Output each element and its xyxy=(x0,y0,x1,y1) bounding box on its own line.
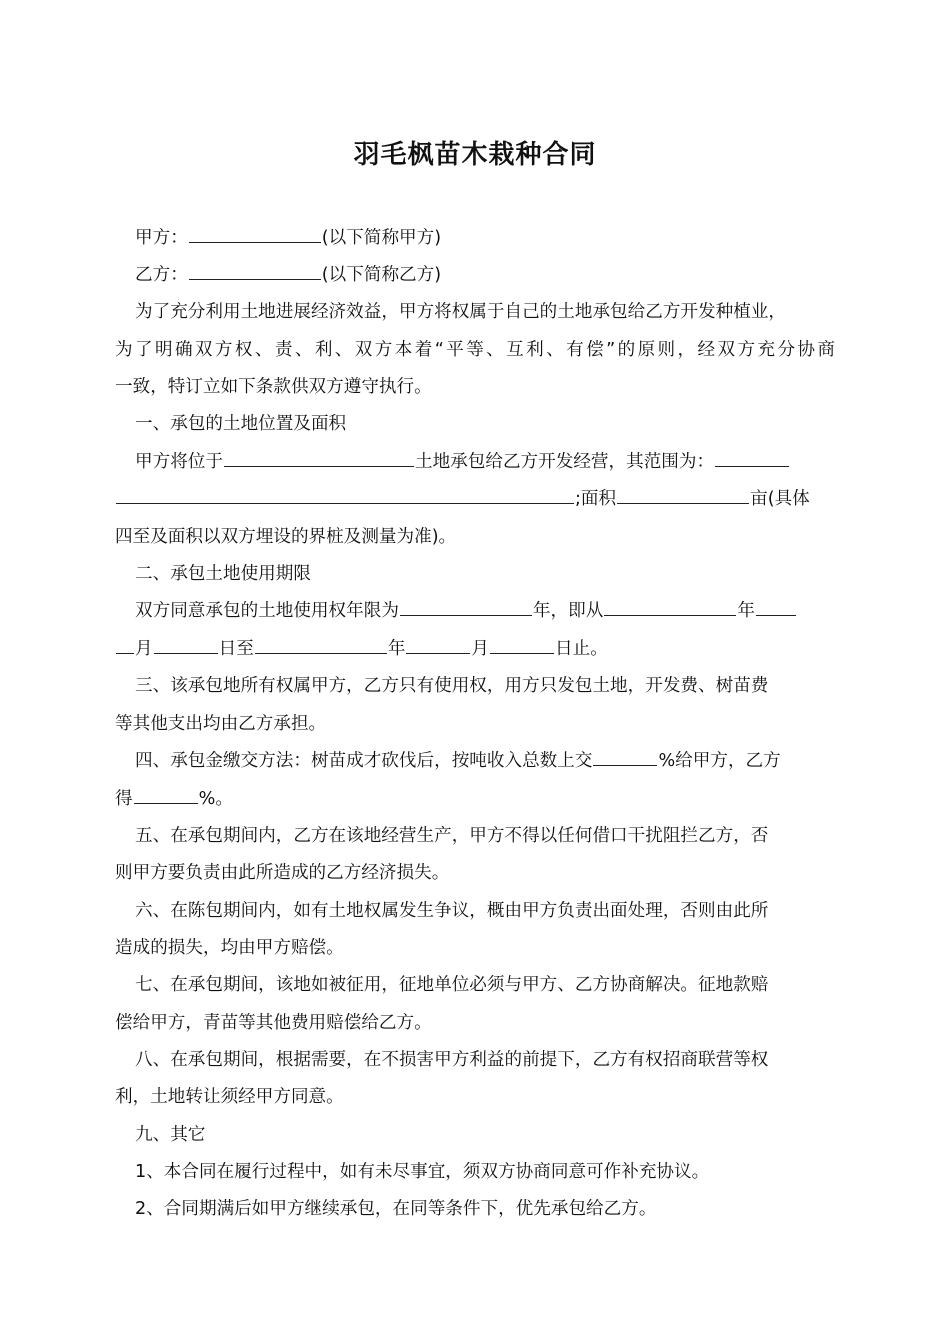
party-a-share-label: %给甲方，乙方 xyxy=(658,751,781,771)
start-year-blank xyxy=(604,597,736,616)
party-a-line xyxy=(135,223,855,253)
location-line xyxy=(135,447,855,477)
start-month-blank-continued xyxy=(116,635,134,654)
scope-blank-start xyxy=(715,448,789,467)
section-7-line-1: 七、在承包期间，该地如被征用，征地单位必须与甲方、乙方协商解决。征地款赔 xyxy=(135,975,769,995)
location-blank xyxy=(224,448,414,467)
preamble-line-3: 一致，特订立如下条款供双方遵守执行。 xyxy=(115,377,432,397)
boundary-line: 四至及面积以双方埋设的界桩及测量为准)。 xyxy=(115,527,457,547)
area-blank xyxy=(617,485,749,504)
start-day-label: 日至 xyxy=(218,639,254,659)
section-8-line-2: 利，土地转让须经甲方同意。 xyxy=(115,1087,344,1107)
section-6-line-2: 造成的损失，均由甲方赔偿。 xyxy=(115,938,344,958)
section-9-heading: 九、其它 xyxy=(135,1125,206,1145)
party-b-note: (以下简称乙方) xyxy=(321,265,442,285)
section-4-line-2 xyxy=(115,784,835,814)
other-clause-2: 2、合同期满后如甲方继续承包，在同等条件下，优先承包给乙方。 xyxy=(135,1199,657,1219)
area-line xyxy=(115,484,835,514)
area-label: ;面积 xyxy=(575,489,617,509)
payment-method-text: 四、承包金缴交方法：树苗成才砍伐后，按吨收入总数上交 xyxy=(135,751,593,771)
section-5-line-1: 五、在承包期间内，乙方在该地经营生产，甲方不得以任何借口干扰阻拦乙方，否 xyxy=(135,826,769,846)
section-7-line-2: 偿给甲方，青苗等其他费用赔偿给乙方。 xyxy=(115,1013,432,1033)
scope-blank-continued xyxy=(116,485,574,504)
section-5-line-2: 则甲方要负责由此所造成的乙方经济损失。 xyxy=(115,863,450,883)
start-year-label: 年 xyxy=(737,601,755,621)
party-b-blank xyxy=(189,261,321,280)
end-month-blank xyxy=(406,635,470,654)
location-label: 甲方将位于 xyxy=(135,452,223,472)
term-years-blank xyxy=(400,597,532,616)
term-from-label: 年，即从 xyxy=(532,601,604,621)
party-a-label: 甲方： xyxy=(135,228,188,248)
section-8-line-1: 八、在承包期间，根据需要，在不损害甲方利益的前提下，乙方有权招商联营等权 xyxy=(135,1050,769,1070)
party-b-share-label: %。 xyxy=(198,789,233,809)
section-1-heading: 一、承包的土地位置及面积 xyxy=(135,414,347,434)
party-b-line xyxy=(135,260,855,290)
other-clause-1: 1、本合同在履行过程中，如有未尽事宜，须双方协商同意可作补充协议。 xyxy=(135,1162,710,1182)
party-a-share-blank xyxy=(593,747,657,766)
party-b-share-blank xyxy=(134,785,198,804)
preamble-line-2: 为了明确双方权、责、利、双方本着“平等、互利、有偿”的原则，经双方充分协商 xyxy=(115,340,835,360)
area-unit: 亩(具体 xyxy=(750,489,810,509)
section-3-line-2: 等其他支出均由乙方承担。 xyxy=(115,714,327,734)
scope-label: 土地承包给乙方开发经营，其范围为： xyxy=(414,452,715,472)
term-line-2 xyxy=(115,634,835,664)
section-6-line-1: 六、在陈包期间内，如有土地权属发生争议，概由甲方负责出面处理，否则由此所 xyxy=(135,901,769,921)
section-2-heading: 二、承包土地使用期限 xyxy=(135,564,311,584)
start-month-blank-start xyxy=(756,597,796,616)
term-line-1 xyxy=(135,596,855,626)
party-b-share-text: 得 xyxy=(115,789,133,809)
end-month-label: 月 xyxy=(471,639,490,659)
end-year-label: 年 xyxy=(387,639,406,659)
end-year-blank xyxy=(255,635,387,654)
document-title: 羽毛枫苗木栽种合同 xyxy=(353,140,597,170)
party-b-label: 乙方： xyxy=(135,265,188,285)
start-day-blank xyxy=(154,635,218,654)
preamble-line-1: 为了充分利用土地进展经济效益，甲方将权属于自己的土地承包给乙方开发种植业， xyxy=(135,302,786,322)
party-a-note: (以下简称甲方) xyxy=(321,228,442,248)
section-4-line-1 xyxy=(135,746,855,776)
term-years-label: 双方同意承包的土地使用权年限为 xyxy=(135,601,399,621)
party-a-blank xyxy=(189,224,321,243)
start-month-label: 月 xyxy=(135,639,153,659)
end-day-blank xyxy=(490,635,554,654)
end-day-label: 日止。 xyxy=(555,639,608,659)
section-3-line-1: 三、该承包地所有权属甲方，乙方只有使用权，用方只发包土地，开发费、树苗费 xyxy=(135,676,769,696)
